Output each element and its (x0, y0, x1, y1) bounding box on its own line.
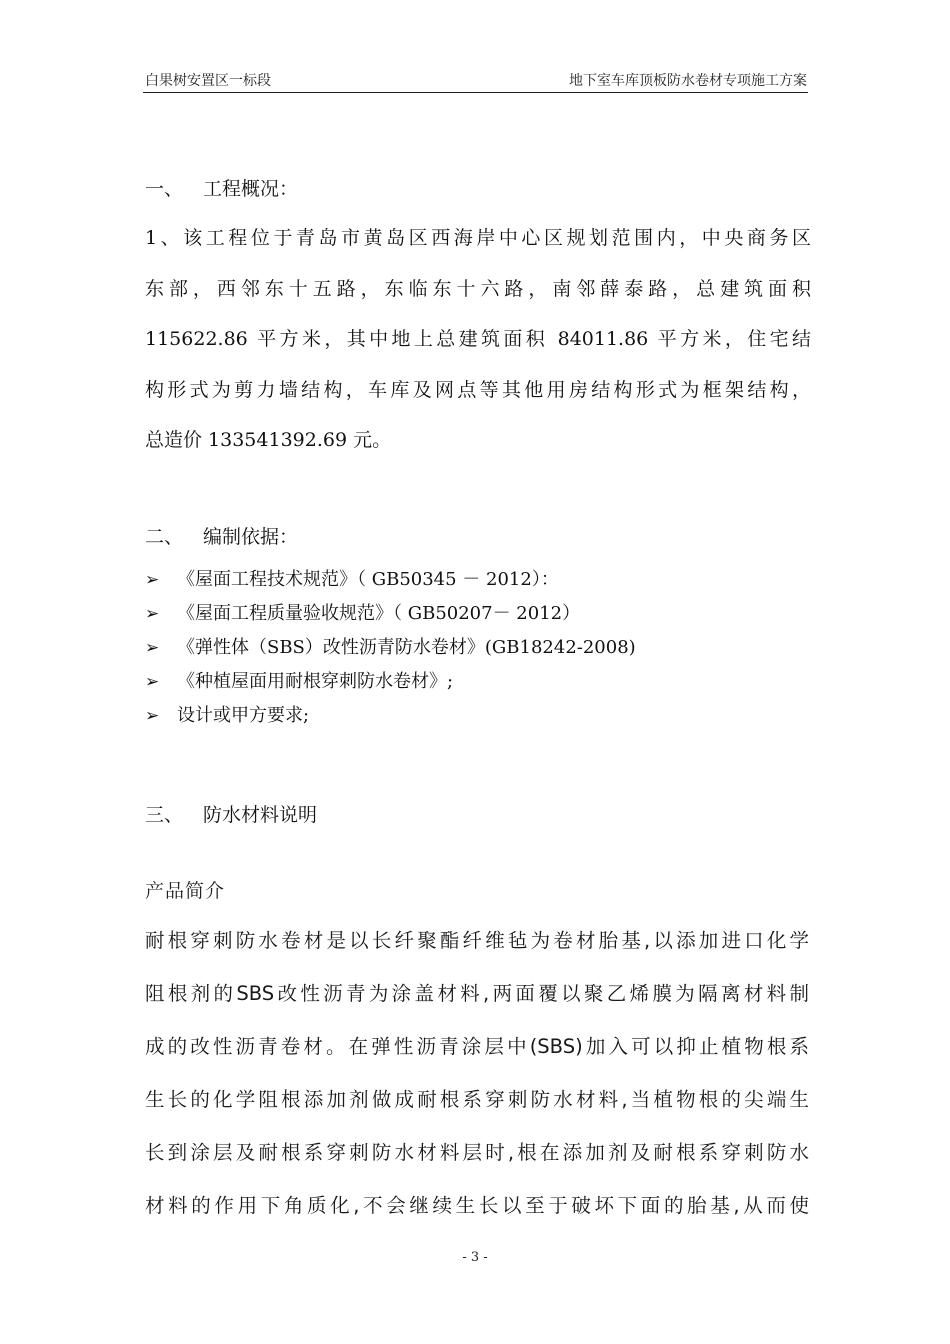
arrow-bullet-icon: ➢ (145, 672, 160, 692)
reference-item (145, 565, 559, 591)
arrow-bullet-icon: ➢ (145, 638, 160, 658)
reference-text: 设计或甲方要求; (177, 705, 310, 726)
paragraph-line: 1、该工程位于青岛市黄岛区西海岸中心区规划范围内，中央商务区 (145, 227, 811, 249)
reference-text: 《弹性体（SBS）改性沥青防水卷材》(GB18242-2008) (177, 637, 636, 658)
paragraph-line: 115622.86 平方米，其中地上总建筑面积 84011.86 平方米，住宅结 (145, 328, 811, 350)
paragraph-line: 阻根剂的SBS改性沥青为涂盖材料,两面覆以聚乙烯膜为隔离材料制 (145, 982, 809, 1005)
reference-item (145, 701, 309, 727)
header-rule (143, 92, 808, 93)
section-2-title: 编制依据： (203, 526, 299, 548)
section-2-number: 二、 (145, 526, 184, 548)
header-project-name: 白果树安置区一标段 (145, 73, 271, 89)
section-3-subtitle: 产品简介 (145, 880, 226, 902)
paragraph-line: 材料的作用下角质化,不会继续生长以至于破坏下面的胎基,从而使 (145, 1194, 809, 1217)
header-document-title: 地下室车库顶板防水卷材专项施工方案 (569, 73, 807, 89)
paragraph-line: 总造价 133541392.69 元。 (145, 429, 392, 451)
reference-item (145, 667, 453, 693)
arrow-bullet-icon: ➢ (145, 706, 160, 726)
section-1-paragraph (145, 213, 811, 466)
section-2-heading (145, 522, 811, 549)
reference-item (145, 599, 580, 625)
page-number: - 3 - (462, 1250, 488, 1265)
paragraph-line: 生长的化学阻根添加剂做成耐根系穿刺防水材料,当植物根的尖端生 (145, 1088, 809, 1111)
section-1-number: 一、 (145, 178, 184, 200)
arrow-bullet-icon: ➢ (145, 570, 160, 590)
paragraph-line: 成的改性沥青卷材。在弹性沥青涂层中(SBS)加入可以抑止植物根系 (145, 1035, 809, 1058)
section-3-paragraph (145, 914, 809, 1232)
paragraph-line: 耐根穿刺防水卷材是以长纤聚酯纤维毡为卷材胎基,以添加进口化学 (145, 929, 809, 952)
paragraph-line: 东部，西邻东十五路，东临东十六路，南邻薛泰路，总建筑面积 (145, 277, 811, 300)
section-3-title: 防水材料说明 (203, 804, 318, 826)
reference-text: 《屋面工程技术规范》（ GB50345 － 2012）： (177, 569, 559, 590)
section-1-heading (145, 174, 811, 201)
reference-text: 《种植屋面用耐根穿刺防水卷材》; (177, 671, 454, 692)
section-3-number: 三、 (145, 804, 184, 826)
section-3-heading (145, 800, 811, 827)
paragraph-line: 长到涂层及耐根系穿刺防水材料层时,根在添加剂及耐根系穿刺防水 (145, 1141, 809, 1164)
section-1-title: 工程概况： (203, 178, 299, 200)
arrow-bullet-icon: ➢ (145, 604, 160, 624)
reference-text: 《屋面工程质量验收规范》（ GB50207－ 2012） (177, 603, 581, 624)
paragraph-line: 构形式为剪力墙结构，车库及网点等其他用房结构形式为框架结构， (145, 378, 811, 401)
reference-item (145, 633, 636, 659)
